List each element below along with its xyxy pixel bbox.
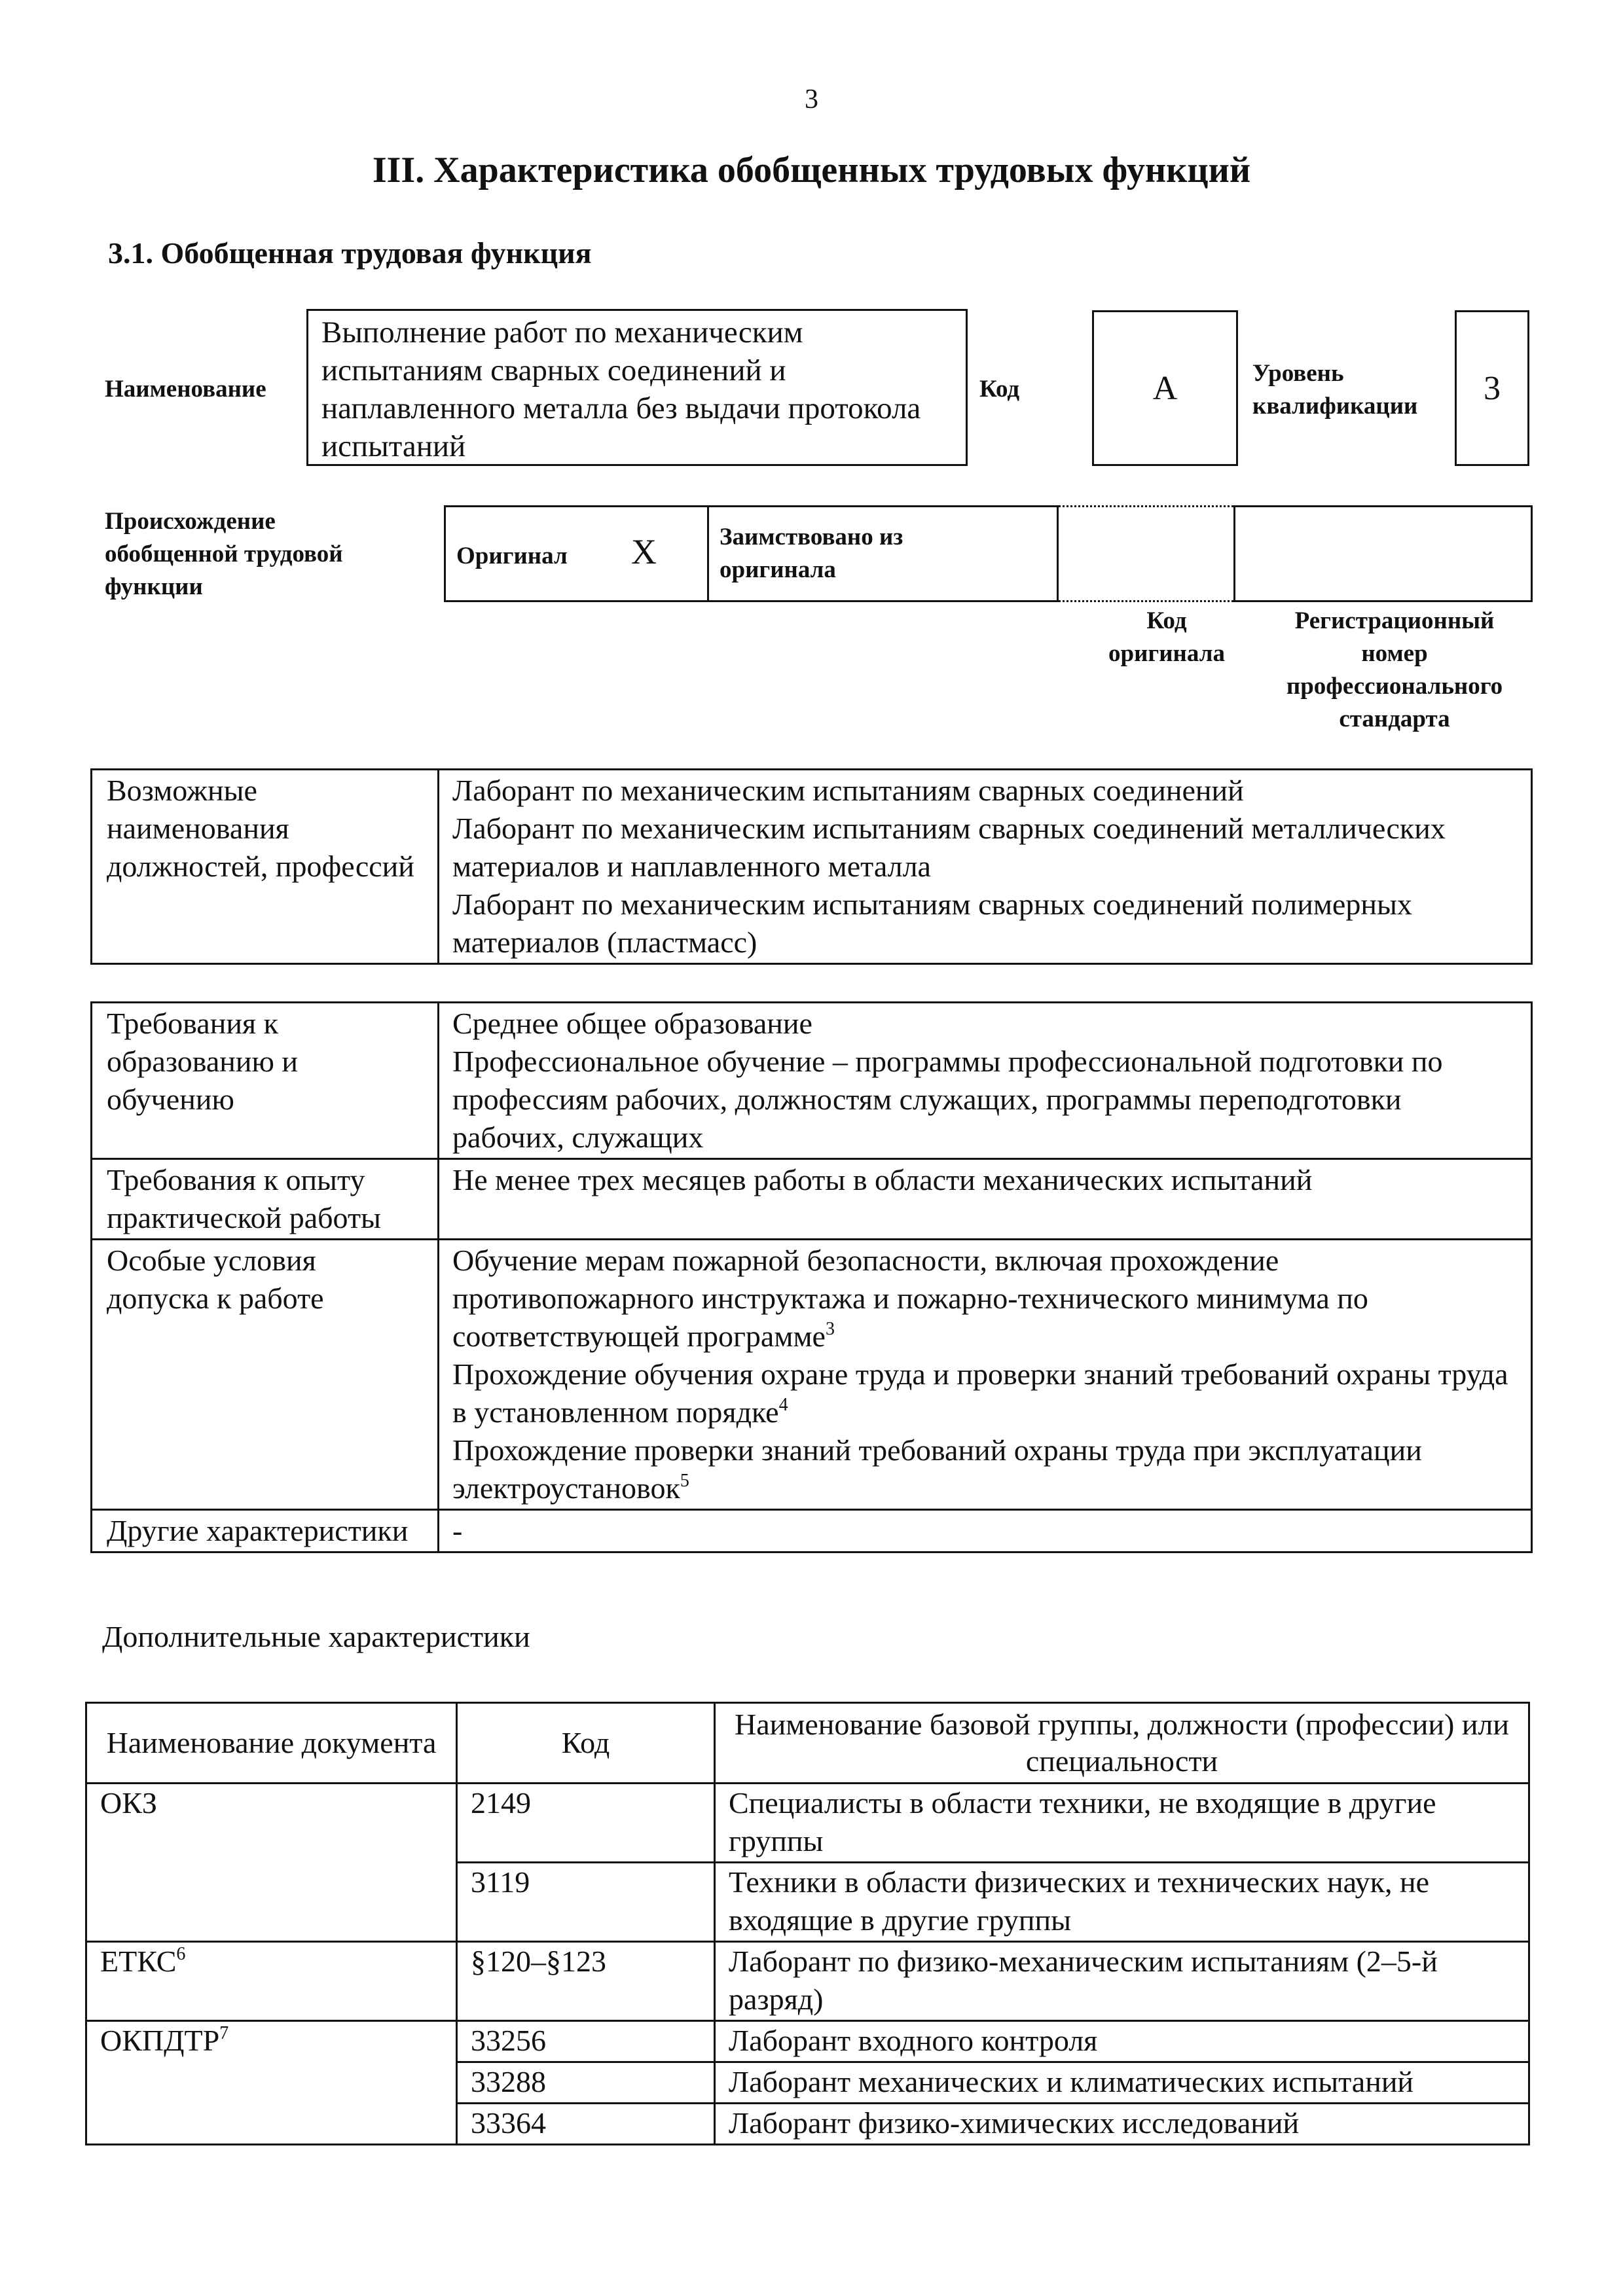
section-title: III. Характеристика обобщенных трудовых функций (372, 150, 1251, 190)
experience-label: Требования к опыту практической работы (92, 1159, 439, 1240)
borrowed-cell: Заимствовано из оригинала (708, 507, 1058, 601)
table-row (92, 1003, 1532, 1159)
okpdtr-name: Лаборант физико-химических исследований (715, 2104, 1529, 2145)
code-label: Код (979, 376, 1020, 403)
origin-table (444, 505, 1533, 602)
okz-label: ОКЗ (86, 1784, 457, 1942)
okz-code: 3119 (457, 1863, 715, 1942)
table-row (92, 1240, 1532, 1510)
additional-title: Дополнительные характеристики (102, 1620, 530, 1653)
education-label: Требования к образованию и обучению (92, 1003, 439, 1159)
footnote-ref: 7 (219, 2023, 229, 2043)
okz-code: 2149 (457, 1784, 715, 1863)
code-value: А (1152, 369, 1178, 407)
etks-name: Лаборант по физико-механическим испытаниям (2–5-й разряд) (715, 1942, 1529, 2021)
footnote-ref: 5 (680, 1471, 689, 1491)
level-value: 3 (1484, 369, 1501, 407)
etks-code: §120–§123 (457, 1942, 715, 2021)
registration-number-cell (1235, 507, 1532, 601)
table-row (86, 1942, 1529, 2021)
name-label: Наименование (105, 376, 266, 403)
okpdtr-name: Лаборант входного контроля (715, 2021, 1529, 2062)
level-label: Уровень квалификации (1252, 360, 1418, 420)
okz-name: Специалисты в области техники, не входящие в другие группы (715, 1784, 1529, 1863)
table-row (92, 1159, 1532, 1240)
etks-label: ЕТКС$^6$ (86, 1942, 457, 2021)
footnote-ref: 3 (825, 1319, 835, 1339)
positions-label: Возможные наименования должностей, профессий (92, 770, 439, 964)
table-row (92, 770, 1532, 964)
table-row (92, 1510, 1532, 1552)
col-name-header: Наименование базовой группы, должности (профессии) или специальности (715, 1703, 1529, 1784)
table-row (86, 2021, 1529, 2062)
other-label: Другие характеристики (92, 1510, 439, 1552)
original-cell: Оригинал X (445, 507, 708, 601)
conditions-value: Обучение мерам пожарной безопасности, включая прохождение противопожарного инструктажа и пожарно-технического минимума по соответствующей программе$^3$ Прохождение обучения охране труда и проверки знаний требований охраны труда в установленном порядке$^4$ Прохождение проверки знаний требований охраны труда при эксплуатации электроустановок$^5$ (439, 1240, 1532, 1510)
positions-table (90, 768, 1533, 965)
original-code-cell (1058, 507, 1235, 601)
footnote-ref: 6 (176, 1944, 186, 1964)
okpdtr-name: Лаборант механических и климатических испытаний (715, 2062, 1529, 2104)
function-name-box (306, 309, 968, 466)
okz-name: Техники в области физических и технических наук, не входящие в другие группы (715, 1863, 1529, 1942)
col-doc-header: Наименование документа (86, 1703, 457, 1784)
registration-caption: Регистрационный номер профессионального стандарта (1286, 607, 1503, 732)
code-caption: Код оригинала (1108, 607, 1225, 667)
additional-table (85, 1702, 1530, 2145)
origin-label: Происхождение обобщенной трудовой функции (105, 508, 343, 600)
code-value-box (1092, 310, 1238, 466)
col-code-header: Код (457, 1703, 715, 1784)
page-number: 3 (805, 84, 818, 115)
okpdtr-code: 33288 (457, 2062, 715, 2104)
okpdtr-code: 33364 (457, 2104, 715, 2145)
requirements-table (90, 1001, 1533, 1553)
table-row (86, 1784, 1529, 1863)
okpdtr-label: ОКПДТР$^7$ (86, 2021, 457, 2145)
okpdtr-code: 33256 (457, 2021, 715, 2062)
other-value: - (439, 1510, 1532, 1552)
level-value-box (1455, 310, 1529, 466)
experience-value: Не менее трех месяцев работы в области механических испытаний (439, 1159, 1532, 1240)
conditions-label: Особые условия допуска к работе (92, 1240, 439, 1510)
subsection-title: 3.1. Обобщенная трудовая функция (108, 236, 592, 270)
footnote-ref: 4 (778, 1395, 788, 1415)
education-value: Среднее общее образование Профессиональное обучение – программы профессиональной подготовки по профессиям рабочих, должностям служащих, программы переподготовки рабочих, служащих (439, 1003, 1532, 1159)
table-header-row (86, 1703, 1529, 1784)
function-name: Выполнение работ по механическим испытаниям сварных соединений и наплавленного металла без выдачи протокола испытаний (321, 315, 921, 463)
positions-value: Лаборант по механическим испытаниям сварных соединений Лаборант по механическим испытаниям сварных соединений металлических материалов и наплавленного металла Лаборант по механическим испытаниям сварных соединений полимерных материалов (пластмасс) (439, 770, 1532, 964)
original-mark: X (630, 531, 657, 571)
